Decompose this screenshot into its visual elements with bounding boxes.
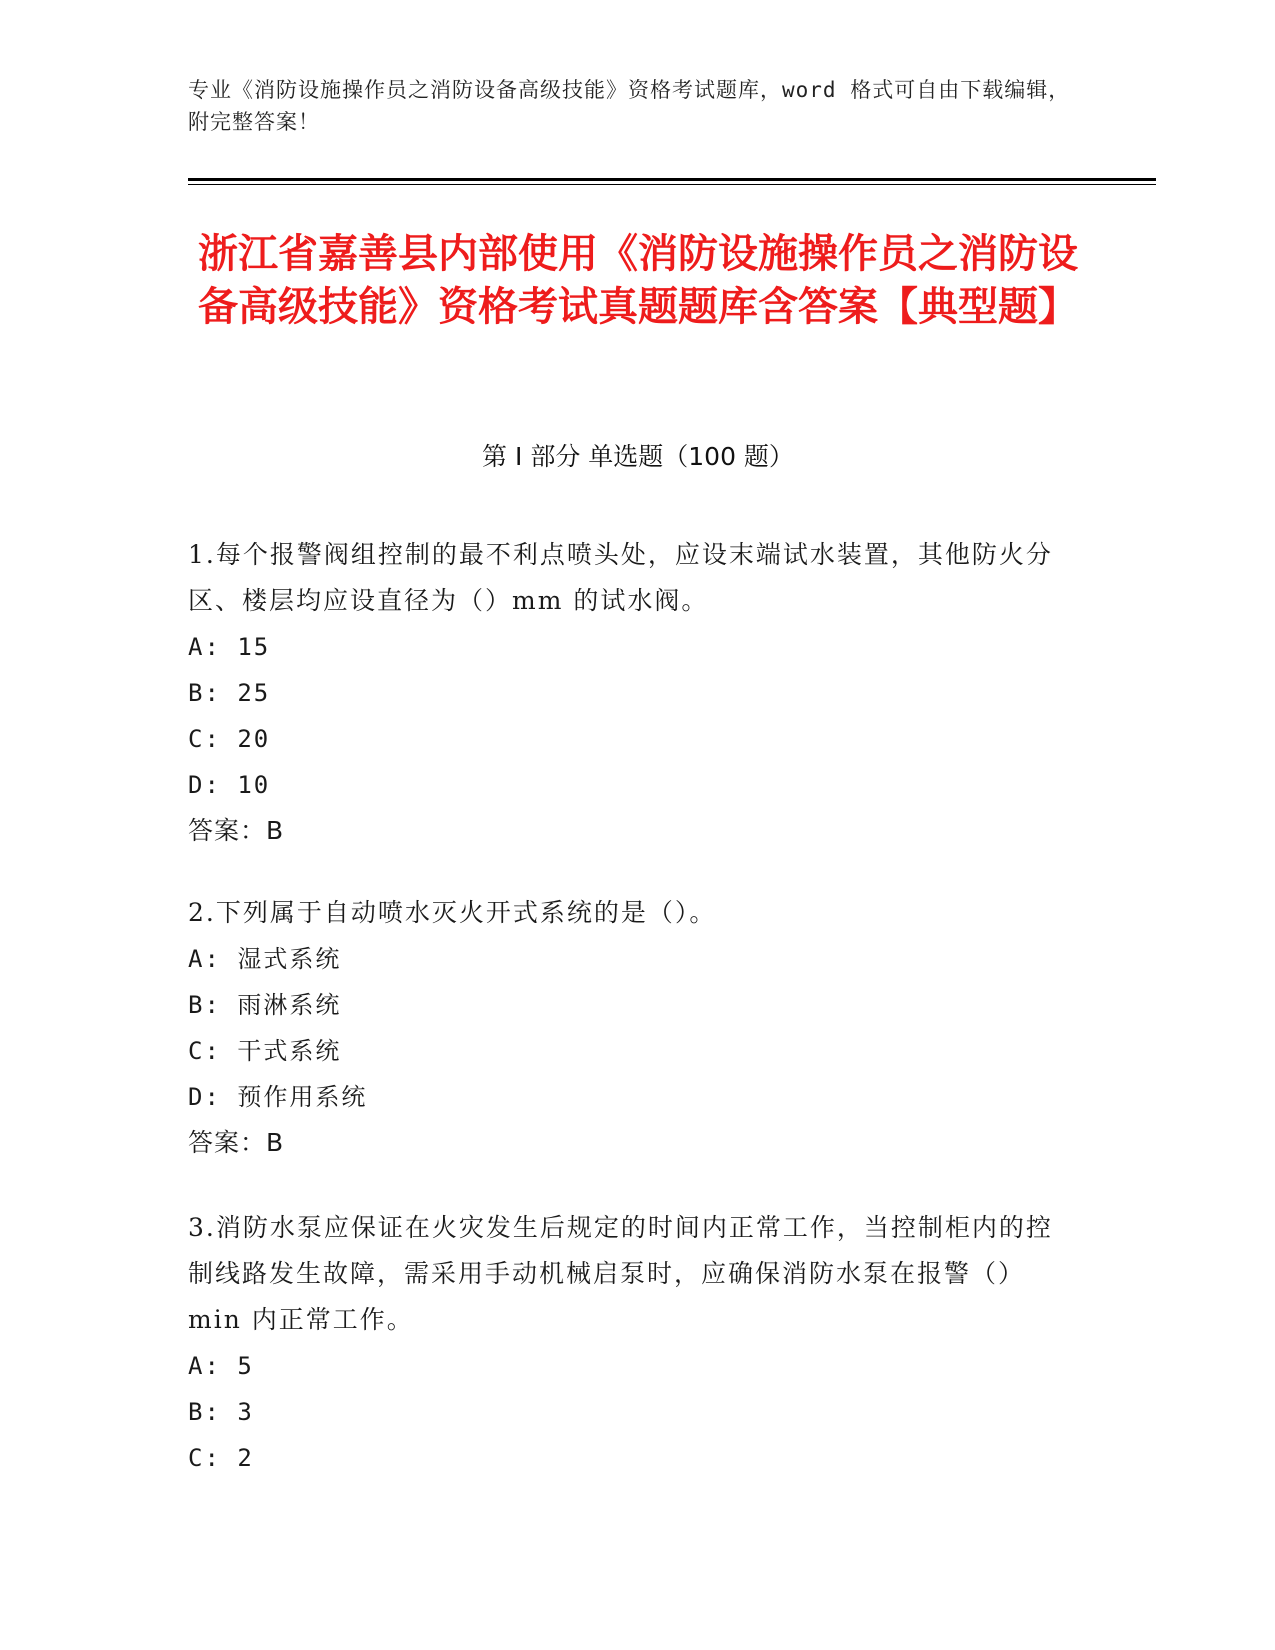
option-b: B: 雨淋系统 [188,991,342,1019]
option-a: A: 15 [188,633,271,661]
option-a: A: 湿式系统 [188,945,342,973]
option-b: B: 25 [188,679,271,707]
answer: 答案：B [188,1128,285,1157]
option-b: B: 3 [188,1398,254,1426]
answer: 答案：B [188,816,285,845]
question-3 [188,1205,1068,1481]
header-divider-thin [188,184,1156,185]
question-stem: 2.下列属于自动喷水灭火开式系统的是（）。 [188,898,717,927]
question-2 [188,890,1068,1166]
section-title: 第 I 部分 单选题（100 题） [482,442,794,471]
option-d: D: 预作用系统 [188,1083,368,1111]
option-c: C: 2 [188,1444,254,1472]
option-c: C: 干式系统 [188,1037,342,1065]
document-title: 浙江省嘉善县内部使用《消防设施操作员之消防设备高级技能》资格考试真题题库含答案【典型题】 [198,231,1078,330]
question-stem: 3.消防水泵应保证在火灾发生后规定的时间内正常工作，当控制柜内的控制线路发生故障，需采用手动机械启泵时，应确保消防水泵在报警（）min 内正常工作。 [188,1213,1053,1334]
header-divider-thick [188,178,1156,181]
header-note: 专业《消防设施操作员之消防设备高级技能》资格考试题库，word 格式可自由下载编辑，附完整答案！ [188,78,1071,134]
question-1 [188,532,1068,854]
question-stem: 1.每个报警阀组控制的最不利点喷头处，应设末端试水装置，其他防火分区、楼层均应设直径为（）mm 的试水阀。 [188,540,1053,615]
option-c: C: 20 [188,725,271,753]
option-a: A: 5 [188,1352,254,1380]
option-d: D: 10 [188,771,271,799]
